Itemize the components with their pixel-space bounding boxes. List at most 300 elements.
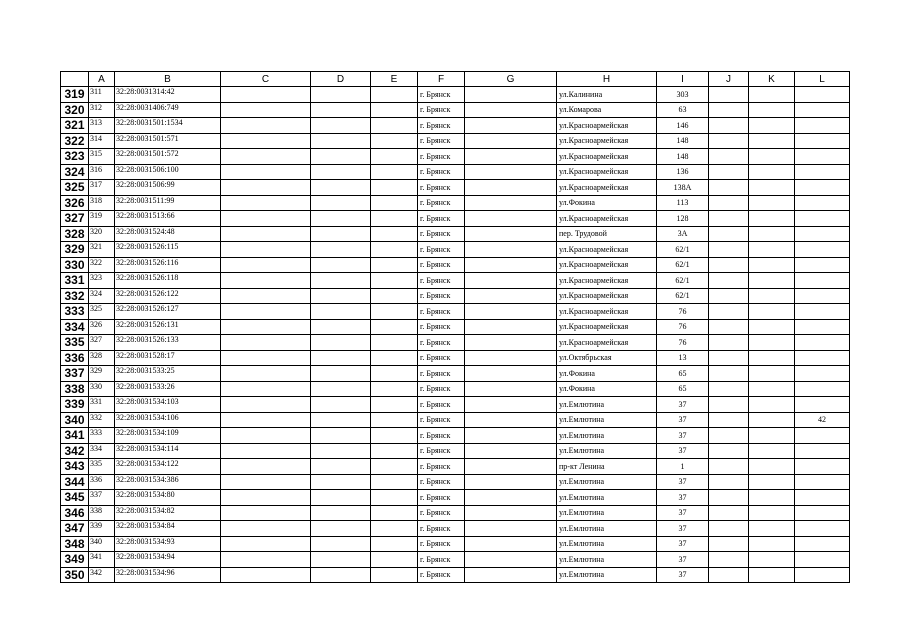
cell-a[interactable]: 328 xyxy=(89,350,115,366)
cell-g[interactable] xyxy=(465,118,557,134)
cell-l[interactable] xyxy=(795,536,850,552)
cell-l[interactable] xyxy=(795,195,850,211)
row-number[interactable]: 319 xyxy=(61,87,89,103)
cell-c[interactable] xyxy=(221,257,311,273)
cell-f[interactable]: г. Брянск xyxy=(418,428,465,444)
cell-h[interactable]: ул.Октябрьская xyxy=(557,350,657,366)
cell-j[interactable] xyxy=(709,102,749,118)
cell-l[interactable] xyxy=(795,87,850,103)
cell-k[interactable] xyxy=(749,211,795,227)
cell-g[interactable] xyxy=(465,273,557,289)
cell-k[interactable] xyxy=(749,381,795,397)
cell-d[interactable] xyxy=(311,381,371,397)
cell-b[interactable]: 32:28:0031533:25 xyxy=(115,366,221,382)
cell-l[interactable] xyxy=(795,521,850,537)
cell-i[interactable]: 146 xyxy=(657,118,709,134)
cell-b[interactable]: 32:28:0031526:118 xyxy=(115,273,221,289)
cell-f[interactable]: г. Брянск xyxy=(418,552,465,568)
cell-b[interactable]: 32:28:0031534:106 xyxy=(115,412,221,428)
cell-f[interactable]: г. Брянск xyxy=(418,443,465,459)
cell-e[interactable] xyxy=(371,459,418,475)
cell-e[interactable] xyxy=(371,474,418,490)
cell-e[interactable] xyxy=(371,552,418,568)
cell-c[interactable] xyxy=(221,350,311,366)
cell-g[interactable] xyxy=(465,490,557,506)
cell-g[interactable] xyxy=(465,552,557,568)
cell-a[interactable]: 338 xyxy=(89,505,115,521)
row-number[interactable]: 334 xyxy=(61,319,89,335)
row-number[interactable]: 327 xyxy=(61,211,89,227)
cell-l[interactable] xyxy=(795,381,850,397)
cell-l[interactable] xyxy=(795,102,850,118)
cell-g[interactable] xyxy=(465,133,557,149)
cell-l[interactable]: 42 xyxy=(795,412,850,428)
row-number[interactable]: 325 xyxy=(61,180,89,196)
cell-i[interactable]: 62/1 xyxy=(657,242,709,258)
cell-g[interactable] xyxy=(465,195,557,211)
column-header[interactable]: I xyxy=(657,72,709,87)
cell-j[interactable] xyxy=(709,133,749,149)
cell-k[interactable] xyxy=(749,87,795,103)
cell-g[interactable] xyxy=(465,428,557,444)
cell-l[interactable] xyxy=(795,226,850,242)
cell-i[interactable]: 1 xyxy=(657,459,709,475)
cell-b[interactable]: 32:28:0031534:93 xyxy=(115,536,221,552)
cell-h[interactable]: ул.Емлютина xyxy=(557,567,657,583)
cell-j[interactable] xyxy=(709,443,749,459)
row-number[interactable]: 321 xyxy=(61,118,89,134)
cell-l[interactable] xyxy=(795,335,850,351)
row-number[interactable]: 348 xyxy=(61,536,89,552)
cell-e[interactable] xyxy=(371,412,418,428)
cell-i[interactable]: 37 xyxy=(657,412,709,428)
cell-b[interactable]: 32:28:0031534:82 xyxy=(115,505,221,521)
cell-a[interactable]: 314 xyxy=(89,133,115,149)
cell-g[interactable] xyxy=(465,242,557,258)
cell-f[interactable]: г. Брянск xyxy=(418,257,465,273)
row-number[interactable]: 347 xyxy=(61,521,89,537)
cell-l[interactable] xyxy=(795,118,850,134)
cell-a[interactable]: 315 xyxy=(89,149,115,165)
cell-f[interactable]: г. Брянск xyxy=(418,242,465,258)
cell-d[interactable] xyxy=(311,428,371,444)
cell-g[interactable] xyxy=(465,226,557,242)
cell-g[interactable] xyxy=(465,381,557,397)
cell-b[interactable]: 32:28:0031511:99 xyxy=(115,195,221,211)
cell-a[interactable]: 325 xyxy=(89,304,115,320)
cell-i[interactable]: 128 xyxy=(657,211,709,227)
cell-i[interactable]: 113 xyxy=(657,195,709,211)
cell-i[interactable]: 37 xyxy=(657,443,709,459)
row-number[interactable]: 323 xyxy=(61,149,89,165)
cell-g[interactable] xyxy=(465,87,557,103)
cell-k[interactable] xyxy=(749,242,795,258)
cell-g[interactable] xyxy=(465,257,557,273)
cell-e[interactable] xyxy=(371,180,418,196)
cell-j[interactable] xyxy=(709,87,749,103)
column-header[interactable]: F xyxy=(418,72,465,87)
cell-g[interactable] xyxy=(465,397,557,413)
cell-f[interactable]: г. Брянск xyxy=(418,459,465,475)
cell-c[interactable] xyxy=(221,288,311,304)
row-number[interactable]: 349 xyxy=(61,552,89,568)
cell-i[interactable]: 13 xyxy=(657,350,709,366)
cell-c[interactable] xyxy=(221,428,311,444)
cell-e[interactable] xyxy=(371,319,418,335)
cell-c[interactable] xyxy=(221,412,311,428)
cell-g[interactable] xyxy=(465,521,557,537)
cell-f[interactable]: г. Брянск xyxy=(418,288,465,304)
cell-b[interactable]: 32:28:0031534:109 xyxy=(115,428,221,444)
cell-i[interactable]: 76 xyxy=(657,304,709,320)
cell-e[interactable] xyxy=(371,428,418,444)
cell-g[interactable] xyxy=(465,366,557,382)
cell-a[interactable]: 337 xyxy=(89,490,115,506)
row-number[interactable]: 324 xyxy=(61,164,89,180)
cell-j[interactable] xyxy=(709,195,749,211)
column-header[interactable]: A xyxy=(89,72,115,87)
cell-d[interactable] xyxy=(311,490,371,506)
cell-i[interactable]: 76 xyxy=(657,319,709,335)
cell-h[interactable]: ул.Красноармейская xyxy=(557,149,657,165)
row-number[interactable]: 331 xyxy=(61,273,89,289)
cell-b[interactable]: 32:28:0031506:99 xyxy=(115,180,221,196)
cell-i[interactable]: 63 xyxy=(657,102,709,118)
cell-j[interactable] xyxy=(709,521,749,537)
cell-i[interactable]: 148 xyxy=(657,149,709,165)
cell-j[interactable] xyxy=(709,288,749,304)
cell-c[interactable] xyxy=(221,335,311,351)
column-header[interactable]: L xyxy=(795,72,850,87)
cell-b[interactable]: 32:28:0031513:66 xyxy=(115,211,221,227)
cell-d[interactable] xyxy=(311,319,371,335)
cell-f[interactable]: г. Брянск xyxy=(418,118,465,134)
cell-h[interactable]: ул.Красноармейская xyxy=(557,288,657,304)
cell-h[interactable]: ул.Красноармейская xyxy=(557,273,657,289)
cell-i[interactable]: 62/1 xyxy=(657,288,709,304)
row-number[interactable]: 320 xyxy=(61,102,89,118)
cell-l[interactable] xyxy=(795,133,850,149)
cell-g[interactable] xyxy=(465,536,557,552)
cell-c[interactable] xyxy=(221,319,311,335)
cell-i[interactable]: 37 xyxy=(657,397,709,413)
cell-e[interactable] xyxy=(371,443,418,459)
cell-c[interactable] xyxy=(221,273,311,289)
cell-f[interactable]: г. Брянск xyxy=(418,474,465,490)
cell-d[interactable] xyxy=(311,102,371,118)
cell-c[interactable] xyxy=(221,102,311,118)
cell-b[interactable]: 32:28:0031526:115 xyxy=(115,242,221,258)
column-header[interactable]: D xyxy=(311,72,371,87)
cell-h[interactable]: ул.Красноармейская xyxy=(557,180,657,196)
cell-c[interactable] xyxy=(221,164,311,180)
cell-b[interactable]: 32:28:0031534:80 xyxy=(115,490,221,506)
cell-b[interactable]: 32:28:0031534:96 xyxy=(115,567,221,583)
cell-g[interactable] xyxy=(465,102,557,118)
cell-l[interactable] xyxy=(795,490,850,506)
cell-d[interactable] xyxy=(311,164,371,180)
row-number[interactable]: 337 xyxy=(61,366,89,382)
cell-f[interactable]: г. Брянск xyxy=(418,133,465,149)
cell-a[interactable]: 319 xyxy=(89,211,115,227)
cell-c[interactable] xyxy=(221,474,311,490)
cell-f[interactable]: г. Брянск xyxy=(418,490,465,506)
cell-b[interactable]: 32:28:0031526:122 xyxy=(115,288,221,304)
cell-k[interactable] xyxy=(749,459,795,475)
cell-a[interactable]: 340 xyxy=(89,536,115,552)
cell-k[interactable] xyxy=(749,366,795,382)
cell-d[interactable] xyxy=(311,257,371,273)
cell-b[interactable]: 32:28:0031501:1534 xyxy=(115,118,221,134)
cell-h[interactable]: ул.Емлютина xyxy=(557,536,657,552)
cell-d[interactable] xyxy=(311,412,371,428)
cell-f[interactable]: г. Брянск xyxy=(418,366,465,382)
cell-j[interactable] xyxy=(709,459,749,475)
cell-f[interactable]: г. Брянск xyxy=(418,521,465,537)
cell-b[interactable]: 32:28:0031314:42 xyxy=(115,87,221,103)
cell-d[interactable] xyxy=(311,87,371,103)
cell-j[interactable] xyxy=(709,350,749,366)
cell-j[interactable] xyxy=(709,381,749,397)
cell-b[interactable]: 32:28:0031526:133 xyxy=(115,335,221,351)
cell-h[interactable]: ул.Красноармейская xyxy=(557,118,657,134)
cell-h[interactable]: ул.Комарова xyxy=(557,102,657,118)
cell-h[interactable]: ул.Калинина xyxy=(557,87,657,103)
cell-a[interactable]: 332 xyxy=(89,412,115,428)
cell-h[interactable]: ул.Емлютина xyxy=(557,474,657,490)
cell-k[interactable] xyxy=(749,180,795,196)
row-number[interactable]: 346 xyxy=(61,505,89,521)
cell-h[interactable]: ул.Красноармейская xyxy=(557,242,657,258)
cell-b[interactable]: 32:28:0031526:131 xyxy=(115,319,221,335)
cell-f[interactable]: г. Брянск xyxy=(418,350,465,366)
cell-e[interactable] xyxy=(371,195,418,211)
cell-l[interactable] xyxy=(795,474,850,490)
cell-l[interactable] xyxy=(795,366,850,382)
cell-e[interactable] xyxy=(371,521,418,537)
cell-c[interactable] xyxy=(221,118,311,134)
cell-l[interactable] xyxy=(795,505,850,521)
cell-f[interactable]: г. Брянск xyxy=(418,87,465,103)
cell-e[interactable] xyxy=(371,350,418,366)
cell-i[interactable]: 37 xyxy=(657,521,709,537)
cell-c[interactable] xyxy=(221,149,311,165)
cell-a[interactable]: 341 xyxy=(89,552,115,568)
cell-i[interactable]: 37 xyxy=(657,474,709,490)
cell-c[interactable] xyxy=(221,459,311,475)
cell-f[interactable]: г. Брянск xyxy=(418,195,465,211)
cell-a[interactable]: 329 xyxy=(89,366,115,382)
row-number[interactable]: 344 xyxy=(61,474,89,490)
cell-l[interactable] xyxy=(795,397,850,413)
cell-f[interactable]: г. Брянск xyxy=(418,211,465,227)
cell-f[interactable]: г. Брянск xyxy=(418,381,465,397)
cell-f[interactable]: г. Брянск xyxy=(418,335,465,351)
cell-j[interactable] xyxy=(709,211,749,227)
cell-k[interactable] xyxy=(749,195,795,211)
cell-k[interactable] xyxy=(749,133,795,149)
cell-h[interactable]: ул.Красноармейская xyxy=(557,304,657,320)
cell-c[interactable] xyxy=(221,536,311,552)
cell-b[interactable]: 32:28:0031524:48 xyxy=(115,226,221,242)
cell-h[interactable]: ул.Красноармейская xyxy=(557,133,657,149)
cell-i[interactable]: 65 xyxy=(657,381,709,397)
cell-e[interactable] xyxy=(371,87,418,103)
column-header[interactable]: G xyxy=(465,72,557,87)
cell-k[interactable] xyxy=(749,164,795,180)
row-number[interactable]: 328 xyxy=(61,226,89,242)
cell-d[interactable] xyxy=(311,521,371,537)
cell-g[interactable] xyxy=(465,288,557,304)
cell-d[interactable] xyxy=(311,474,371,490)
cell-e[interactable] xyxy=(371,288,418,304)
cell-l[interactable] xyxy=(795,273,850,289)
cell-h[interactable]: ул.Красноармейская xyxy=(557,164,657,180)
cell-e[interactable] xyxy=(371,149,418,165)
cell-e[interactable] xyxy=(371,490,418,506)
cell-c[interactable] xyxy=(221,381,311,397)
cell-c[interactable] xyxy=(221,552,311,568)
cell-j[interactable] xyxy=(709,505,749,521)
cell-k[interactable] xyxy=(749,443,795,459)
cell-l[interactable] xyxy=(795,459,850,475)
cell-b[interactable]: 32:28:0031528:17 xyxy=(115,350,221,366)
cell-d[interactable] xyxy=(311,304,371,320)
cell-f[interactable]: г. Брянск xyxy=(418,412,465,428)
cell-b[interactable]: 32:28:0031533:26 xyxy=(115,381,221,397)
cell-i[interactable]: 3А xyxy=(657,226,709,242)
cell-b[interactable]: 32:28:0031506:100 xyxy=(115,164,221,180)
cell-a[interactable]: 323 xyxy=(89,273,115,289)
cell-g[interactable] xyxy=(465,443,557,459)
cell-k[interactable] xyxy=(749,335,795,351)
row-number[interactable]: 333 xyxy=(61,304,89,320)
cell-g[interactable] xyxy=(465,505,557,521)
cell-c[interactable] xyxy=(221,443,311,459)
cell-d[interactable] xyxy=(311,536,371,552)
cell-j[interactable] xyxy=(709,319,749,335)
cell-d[interactable] xyxy=(311,180,371,196)
cell-c[interactable] xyxy=(221,521,311,537)
cell-h[interactable]: ул.Фокина xyxy=(557,366,657,382)
cell-f[interactable]: г. Брянск xyxy=(418,164,465,180)
cell-a[interactable]: 316 xyxy=(89,164,115,180)
cell-b[interactable]: 32:28:0031534:84 xyxy=(115,521,221,537)
cell-h[interactable]: пер. Трудовой xyxy=(557,226,657,242)
cell-l[interactable] xyxy=(795,552,850,568)
cell-e[interactable] xyxy=(371,335,418,351)
cell-f[interactable]: г. Брянск xyxy=(418,102,465,118)
cell-a[interactable]: 333 xyxy=(89,428,115,444)
cell-d[interactable] xyxy=(311,118,371,134)
cell-d[interactable] xyxy=(311,443,371,459)
cell-k[interactable] xyxy=(749,552,795,568)
cell-k[interactable] xyxy=(749,474,795,490)
row-number[interactable]: 335 xyxy=(61,335,89,351)
cell-f[interactable]: г. Брянск xyxy=(418,226,465,242)
cell-b[interactable]: 32:28:0031501:571 xyxy=(115,133,221,149)
cell-k[interactable] xyxy=(749,397,795,413)
cell-e[interactable] xyxy=(371,536,418,552)
cell-d[interactable] xyxy=(311,505,371,521)
cell-g[interactable] xyxy=(465,350,557,366)
cell-k[interactable] xyxy=(749,505,795,521)
cell-h[interactable]: ул.Фокина xyxy=(557,381,657,397)
cell-e[interactable] xyxy=(371,273,418,289)
cell-g[interactable] xyxy=(465,180,557,196)
cell-i[interactable]: 37 xyxy=(657,490,709,506)
row-number[interactable]: 339 xyxy=(61,397,89,413)
column-header[interactable]: C xyxy=(221,72,311,87)
cell-e[interactable] xyxy=(371,164,418,180)
cell-k[interactable] xyxy=(749,257,795,273)
cell-c[interactable] xyxy=(221,490,311,506)
cell-k[interactable] xyxy=(749,428,795,444)
cell-k[interactable] xyxy=(749,412,795,428)
cell-l[interactable] xyxy=(795,180,850,196)
cell-d[interactable] xyxy=(311,335,371,351)
cell-i[interactable]: 37 xyxy=(657,505,709,521)
cell-a[interactable]: 335 xyxy=(89,459,115,475)
cell-k[interactable] xyxy=(749,149,795,165)
cell-c[interactable] xyxy=(221,87,311,103)
cell-f[interactable]: г. Брянск xyxy=(418,397,465,413)
cell-d[interactable] xyxy=(311,350,371,366)
cell-f[interactable]: г. Брянск xyxy=(418,567,465,583)
column-header[interactable]: E xyxy=(371,72,418,87)
cell-d[interactable] xyxy=(311,397,371,413)
cell-l[interactable] xyxy=(795,319,850,335)
cell-e[interactable] xyxy=(371,257,418,273)
cell-b[interactable]: 32:28:0031534:103 xyxy=(115,397,221,413)
cell-k[interactable] xyxy=(749,567,795,583)
cell-g[interactable] xyxy=(465,335,557,351)
cell-j[interactable] xyxy=(709,304,749,320)
cell-j[interactable] xyxy=(709,335,749,351)
cell-i[interactable]: 65 xyxy=(657,366,709,382)
cell-j[interactable] xyxy=(709,180,749,196)
row-number[interactable]: 332 xyxy=(61,288,89,304)
cell-k[interactable] xyxy=(749,536,795,552)
cell-k[interactable] xyxy=(749,319,795,335)
cell-b[interactable]: 32:28:0031406:749 xyxy=(115,102,221,118)
cell-h[interactable]: пр-кт Ленина xyxy=(557,459,657,475)
cell-b[interactable]: 32:28:0031534:94 xyxy=(115,552,221,568)
cell-a[interactable]: 326 xyxy=(89,319,115,335)
column-header[interactable]: B xyxy=(115,72,221,87)
cell-g[interactable] xyxy=(465,319,557,335)
cell-i[interactable]: 136 xyxy=(657,164,709,180)
cell-h[interactable]: ул.Красноармейская xyxy=(557,319,657,335)
cell-a[interactable]: 311 xyxy=(89,87,115,103)
cell-l[interactable] xyxy=(795,242,850,258)
cell-e[interactable] xyxy=(371,102,418,118)
cell-g[interactable] xyxy=(465,567,557,583)
cell-h[interactable]: ул.Емлютина xyxy=(557,397,657,413)
row-number[interactable]: 341 xyxy=(61,428,89,444)
cell-a[interactable]: 334 xyxy=(89,443,115,459)
cell-k[interactable] xyxy=(749,226,795,242)
cell-l[interactable] xyxy=(795,567,850,583)
cell-d[interactable] xyxy=(311,195,371,211)
cell-h[interactable]: ул.Емлютина xyxy=(557,505,657,521)
column-header[interactable]: J xyxy=(709,72,749,87)
cell-f[interactable]: г. Брянск xyxy=(418,180,465,196)
cell-d[interactable] xyxy=(311,459,371,475)
cell-k[interactable] xyxy=(749,490,795,506)
cell-j[interactable] xyxy=(709,149,749,165)
cell-a[interactable]: 336 xyxy=(89,474,115,490)
